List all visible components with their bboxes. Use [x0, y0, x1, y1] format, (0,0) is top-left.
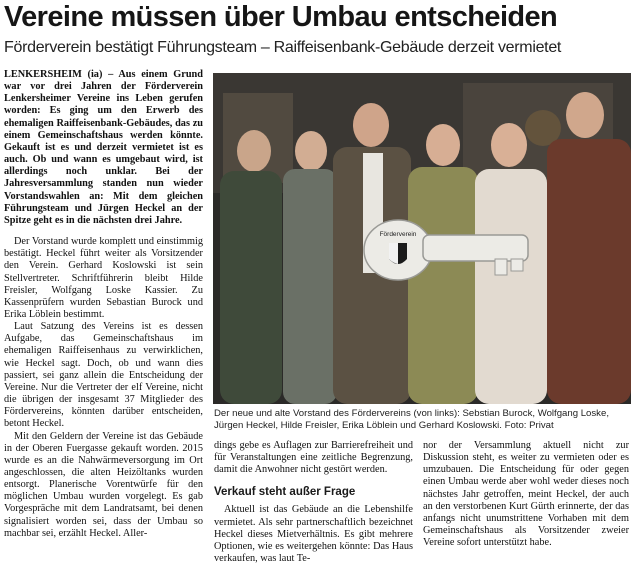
key-label: Förderverein — [379, 231, 417, 238]
article-column-2 — [214, 440, 413, 565]
continuation-paragraph: dings gebe es Auflagen zur Barrierefreiheit und für Veranstaltungen eine zeitliche Begrenzung, damit die Anwohner nicht gestört werden. — [214, 440, 413, 476]
continuation-paragraph: nor der Versammlung aktuell nicht zur Diskussion steht, es weiter zu vermieten oder es umzubauen. Die Entscheidung für oder gegen einen Umbau werde aber wohl weder dieses noch nächstes Jahr getroffen, meint Heckel, der auch an den verstorbenen Kurt Gürth erinnerte, der das anfangs nicht unumstrittene Vorhaben mit dem Gemeinschaftshaus als Vorsitzender zweier Vereine sofort unterstützt habe. — [423, 440, 629, 549]
lead-text: Aus einem Grund war vor drei Jahren der Förderverein Lenkersheimer Vereine ins Leben gerufen worden: Es ging um den Erwerb des ehemaligen Raiffeisenbank-Gebäudes, das zu einem Gemeinschaftshaus werden könnte. Gekauft ist es und derzeit vermietet ist es auch. Ob und wann es umgebaut wird, ist allerdings noch unklar. Bei der Jahresversammlung standen nun wieder Vorstandswahlen an: Mit dem gleichen Führungsteam und Jürgen Heckel an der Spitze geht es in die nächsten drei Jahre. — [4, 69, 203, 226]
lead-paragraph — [4, 69, 203, 227]
article-column-1 — [4, 69, 203, 540]
article-column-3 — [423, 440, 629, 549]
section-subheading: Verkauf steht außer Frage — [214, 486, 356, 499]
group-photo — [213, 73, 631, 404]
body-paragraph: Der Vorstand wurde komplett und einstimmig bestätigt. Heckel führt weiter als Vorsitzender den Verein. Gerhard Koslowski ist sein Stellvertreter. Schriftführerin bleibt Hilde Freisler, Wolfgang Loske Kassier. Zu Kassenprüfern wurden Sebastian Burock und Erika Löblein bestimmt. — [4, 236, 203, 320]
body-paragraph: Aktuell ist das Gebäude an die Lebenshilfe vermietet. Als sehr partnerschaftlich bezeichnet Heckel dieses Mietverhältnis. Es gibt mehrere Optionen, wie es weitergehen könnte: Das Haus verkaufen, was laut Te- — [214, 504, 413, 565]
dateline: LENKERSHEIM (ia) – — [4, 69, 114, 80]
photo-caption: Der neue und alte Vorstand des Fördervereins (von links): Sebstian Burock, Wolfgang Loske, Jürgen Heckel, Hilde Freisler, Erika Löblein und Gerhard Koslowski. Foto: Privat — [214, 408, 609, 431]
body-paragraph: Mit den Geldern der Vereine ist das Gebäude in der Oberen Fuergasse gekauft worden. 2015 wurde es an die Nahwärmeversorgung im Ort angeschlossen, die alten Heizöltanks wurden entsorgt. Planerische Vorentwürfe für den möglichen Umbau wurden vorgelegt. Es gab Vorgespräche mit dem Landratsamt, bei denen signalisiert worden sei, dass der Umbau so machbar sei, erzählt Heckel. Aller- — [4, 430, 203, 539]
headline: Vereine müssen über Umbau entscheiden — [4, 1, 558, 33]
body-paragraph: Laut Satzung des Vereins ist es dessen Aufgabe, das Gemeinschaftshaus im ehemaligen Raiffeisenhaus zu verwirklichen, wie Heckel sagt. Doch, ob und wann dies passiert, sei ganz allein die Entscheidung der Vereine. Nur die Vertreter der elf Vereine, nicht die übrigen der insgesamt 37 Mitglieder des Fördervereins, könnten darüber entscheiden, betont Heckel. — [4, 321, 203, 430]
subheadline: Förderverein bestätigt Führungsteam – Raiffeisenbank-Gebäude derzeit vermietet — [4, 39, 562, 56]
